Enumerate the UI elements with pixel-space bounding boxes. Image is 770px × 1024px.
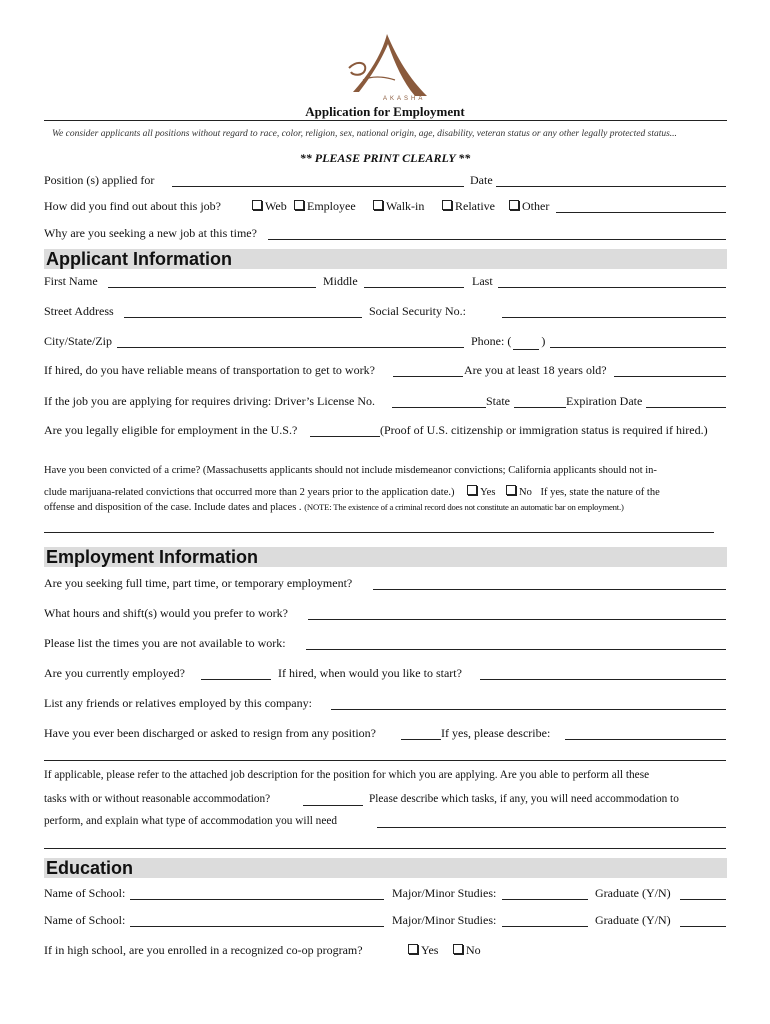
phone-field[interactable] xyxy=(550,347,726,348)
graduate-field-2[interactable] xyxy=(680,926,726,927)
ssn-label: Social Security No.: xyxy=(369,304,466,318)
major-label-2: Major/Minor Studies: xyxy=(392,913,497,927)
transport-label: If hired, do you have reliable means of transportation to get to work? xyxy=(44,363,375,377)
logo-a-mark xyxy=(343,30,433,102)
option-web[interactable] xyxy=(252,199,287,214)
middle-field[interactable] xyxy=(364,287,464,288)
discharged-label: Have you ever been discharged or asked to resign from any position? xyxy=(44,726,377,740)
major-field-1[interactable] xyxy=(502,899,588,900)
phone-label-text: Phone: ( xyxy=(471,334,512,348)
accommodation-line3: perform, and explain what type of accommodation you will need xyxy=(44,815,338,827)
option-other[interactable] xyxy=(509,199,549,214)
graduate-label-1: Graduate (Y/N) xyxy=(595,886,671,900)
graduate-label-2: Graduate (Y/N) xyxy=(595,913,671,927)
find-out-label: How did you find out about this job? xyxy=(44,199,221,213)
checkbox-icon[interactable] xyxy=(252,200,262,210)
why-label: Why are you seeking a new job at this time? xyxy=(44,226,257,240)
option-employee[interactable] xyxy=(294,199,356,214)
crime-yes-label: Yes xyxy=(480,487,496,498)
applicant-section-heading: Applicant Information xyxy=(44,249,727,269)
why-field[interactable] xyxy=(268,239,726,240)
school-field-1[interactable] xyxy=(130,899,384,900)
city-field[interactable] xyxy=(117,347,464,348)
option-walk-in-label: Walk-in xyxy=(386,199,425,213)
option-relative-label: Relative xyxy=(455,199,495,213)
area-code-field[interactable] xyxy=(513,334,539,350)
full-time-field[interactable] xyxy=(373,589,726,590)
position-label: Position (s) applied for xyxy=(44,173,155,187)
expiration-field[interactable] xyxy=(646,407,726,408)
hours-field[interactable] xyxy=(308,619,726,620)
coop-label: If in high school, are you enrolled in a recognized co-op program? xyxy=(44,943,363,957)
last-label: Last xyxy=(472,274,493,288)
checkbox-icon[interactable] xyxy=(467,485,477,495)
license-label: If the job you are applying for requires driving: Driver’s License No. xyxy=(44,394,376,408)
full-time-label: Are you seeking full time, part time, or temporary employment? xyxy=(44,576,353,590)
crime-question-line1: Have you been convicted of a crime? (Massachusetts applicants should not include misdemeanor convictions; California applicants should not in- xyxy=(44,465,657,476)
crime-no-option[interactable] xyxy=(506,487,532,498)
checkbox-icon[interactable] xyxy=(442,200,452,210)
company-logo xyxy=(343,30,433,108)
accommodation-field-2[interactable] xyxy=(44,848,726,849)
other-field[interactable] xyxy=(556,212,726,213)
eligible-label: Are you legally eligible for employment in the U.S.? xyxy=(44,423,298,437)
first-name-label: First Name xyxy=(44,274,98,288)
state-label: State xyxy=(486,394,510,408)
start-field[interactable] xyxy=(480,679,726,680)
unavailable-label: Please list the times you are not available to work: xyxy=(44,636,286,650)
school-label-2: Name of School: xyxy=(44,913,126,927)
checkbox-icon[interactable] xyxy=(294,200,304,210)
city-label: City/State/Zip xyxy=(44,334,112,348)
page-title: Application for Employment xyxy=(305,104,465,119)
school-label-1: Name of School: xyxy=(44,886,126,900)
coop-yes-label: Yes xyxy=(421,943,439,957)
print-notice: ** PLEASE PRINT CLEARLY ** xyxy=(299,151,471,165)
checkbox-icon[interactable] xyxy=(453,944,463,954)
describe-field-2[interactable] xyxy=(44,760,726,761)
first-name-field[interactable] xyxy=(108,287,316,288)
discharged-field[interactable] xyxy=(401,739,441,740)
license-field[interactable] xyxy=(392,407,486,408)
option-walk-in[interactable] xyxy=(373,199,424,214)
crime-explanation-field[interactable] xyxy=(44,532,714,533)
crime-note: (NOTE: The existence of a criminal record does not constitute an automatic bar on employment.) xyxy=(304,502,624,512)
transport-field[interactable] xyxy=(393,376,463,377)
logo-text: AKASHA xyxy=(383,96,426,102)
hours-label: What hours and shift(s) would you prefer to work? xyxy=(44,606,288,620)
currently-employed-label: Are you currently employed? xyxy=(44,666,185,680)
checkbox-icon[interactable] xyxy=(506,485,516,495)
expiration-label: Expiration Date xyxy=(566,394,643,408)
last-field[interactable] xyxy=(498,287,726,288)
phone-label xyxy=(471,334,545,350)
employment-section-heading: Employment Information xyxy=(44,547,727,567)
crime-line3-text: offense and disposition of the case. Include dates and places . xyxy=(44,502,302,513)
option-relative[interactable] xyxy=(442,199,495,214)
checkbox-icon[interactable] xyxy=(408,944,418,954)
ssn-field[interactable] xyxy=(502,317,726,318)
accommodation-line2b: Please describe which tasks, if any, you will need accommodation to xyxy=(369,793,679,805)
describe-field[interactable] xyxy=(565,739,726,740)
position-field[interactable] xyxy=(172,186,464,187)
crime-line2-text: clude marijuana-related convictions that occurred more than 2 years prior to the application date.) xyxy=(44,487,455,498)
option-employee-label: Employee xyxy=(307,199,356,213)
street-field[interactable] xyxy=(124,317,362,318)
proof-note: (Proof of U.S. citizenship or immigration status is required if hired.) xyxy=(380,423,708,437)
crime-no-label: No xyxy=(519,487,532,498)
date-field[interactable] xyxy=(496,186,726,187)
accommodation-line2a: tasks with or without reasonable accommodation? xyxy=(44,793,271,805)
option-other-label: Other xyxy=(522,199,550,213)
state-field[interactable] xyxy=(514,407,566,408)
start-label: If hired, when would you like to start? xyxy=(278,666,462,680)
crime-yes-option[interactable] xyxy=(467,487,495,498)
currently-employed-field[interactable] xyxy=(201,679,271,680)
street-label: Street Address xyxy=(44,304,114,318)
option-web-label: Web xyxy=(265,199,287,213)
eeo-disclaimer: We consider applicants all positions without regard to race, color, religion, sex, national origin, age, disability, veteran status or any other legally protected status... xyxy=(52,129,677,139)
date-label: Date xyxy=(470,173,493,187)
accommodation-field[interactable] xyxy=(377,827,726,828)
major-label-1: Major/Minor Studies: xyxy=(392,886,497,900)
unavailable-field[interactable] xyxy=(306,649,726,650)
major-field-2[interactable] xyxy=(502,926,588,927)
crime-line2-end: If yes, state the nature of the xyxy=(540,487,660,498)
accommodation-answer-field[interactable] xyxy=(303,805,363,806)
accommodation-line1: If applicable, please refer to the attached job description for the position for which you are applying. Are you able to perform all these xyxy=(44,769,650,781)
describe-label: If yes, please describe: xyxy=(441,726,551,740)
coop-yes-option[interactable] xyxy=(408,943,438,958)
school-field-2[interactable] xyxy=(130,926,384,927)
coop-no-option[interactable] xyxy=(453,943,481,958)
phone-close: ) xyxy=(541,334,546,348)
coop-no-label: No xyxy=(466,943,481,957)
friends-field[interactable] xyxy=(331,709,726,710)
checkbox-icon[interactable] xyxy=(509,200,519,210)
eligible-field[interactable] xyxy=(310,436,380,437)
checkbox-icon[interactable] xyxy=(373,200,383,210)
crime-question-line2 xyxy=(44,485,660,498)
education-section-heading: Education xyxy=(44,858,727,878)
graduate-field-1[interactable] xyxy=(680,899,726,900)
age-label: Are you at least 18 years old? xyxy=(464,363,607,377)
age-field[interactable] xyxy=(614,376,726,377)
friends-label: List any friends or relatives employed by this company: xyxy=(44,696,312,710)
crime-question-line3 xyxy=(44,502,624,513)
title-rule xyxy=(44,120,727,121)
middle-label: Middle xyxy=(323,274,358,288)
